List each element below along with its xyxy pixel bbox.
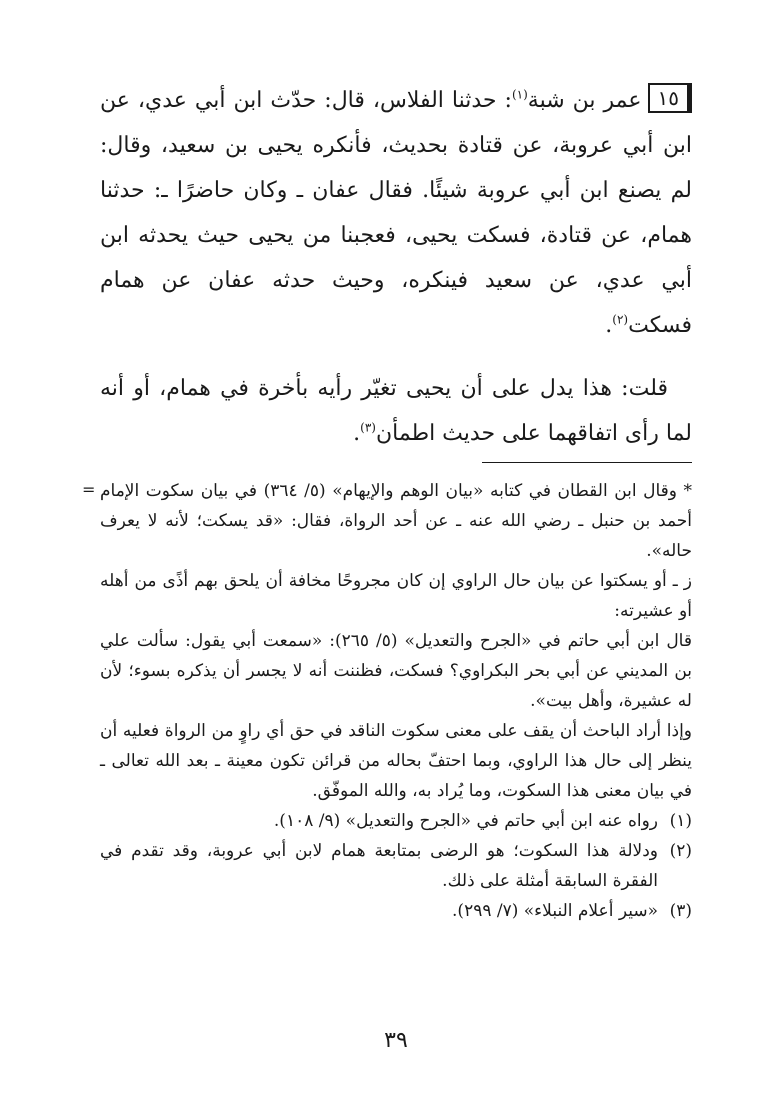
note-paragraph: قال ابن أبي حاتم في «الجرح والتعديل» (٥/ ٢٦٥): «سمعت أبي يقول: سألت علي بن المديني عن أبي بحر البكراوي؟ فسكت، فظننت أنه لا يجسر أن يذكره بسوء؛ لأن له عشيرة، وأهل بيت». [100,631,692,711]
note-paragraph: * وقال ابن القطان في كتابه «بيان الوهم والإيهام» (٥/ ٣٦٤) في بيان سكوت الإمام أحمد بن حنبل ـ رضي الله عنه ـ عن أحد الرواة، فقال: «قد يسكت؛ لأنه لا يعرف حاله». [100,481,693,561]
footnote-text: «سير أعلام النبلاء» (٧/ ٢٩٩). [452,901,658,921]
footnote-1 [100,806,692,836]
footnote-number: (٣) [669,901,692,921]
footnote-text: ودلالة هذا السكوت؛ هو الرضى بمتابعة همام لابن أبي عروبة، وقد تقدم في الفقرة السابقة أمثلة على ذلك. [100,841,658,891]
entry-paragraph-2 [100,366,692,456]
footnote-number: (١) [669,811,692,831]
page-number: ٣٩ [384,1028,408,1053]
footnote-ref-2[interactable]: (٢) [612,312,629,327]
footnote-3 [100,896,692,926]
comment-text: قلت: هذا يدل على أن يحيى تغيّر رأيه بأخرة في همام، أو أنه لما رأى اتفاقهما على حديث اطمأن [100,376,692,446]
footnote-separator [482,462,692,463]
note-paragraph: وإذا أراد الباحث أن يقف على معنى سكوت الناقد في حق أي راوٍ من الرواة فعليه أن ينظر إلى حال هذا الراوي، وبما احتفّ بحاله من قرائن تكون معينة ـ بعد الله تعالى ـ في بيان معنى هذا السكوت، وما يُراد به، والله الموفّق. [100,721,692,801]
comment-text-end: . [353,421,361,446]
entry-text-rest: : حدثنا الفلاس، قال: حدّث ابن أبي عدي، عن ابن أبي عروبة، عن قتادة بحديث، فأنكره يحيى بن سعيد، وقال: لم يصنع ابن أبي عروبة شيئًا. فقال عفان ـ وكان حاضرًا ـ: حدثنا همام، عن قتادة، فسكت يحيى، فعجبنا من يحيى حيث يحدثه ابن أبي عدي، عن سعيد فينكره، وحيث حدثه عفان عن همام فسكت [100,88,692,338]
entry-text-end: . [605,313,613,338]
footnote-2 [100,836,692,896]
footnote-ref-3[interactable]: (٣) [360,420,376,435]
main-text [100,78,692,456]
book-page [82,78,693,1078]
entry-text-start: عمر بن شبة [527,88,642,113]
entry-paragraph-1 [100,78,692,348]
footnotes-area [100,476,692,926]
footnote-text: رواه عنه ابن أبي حاتم في «الجرح والتعديل» (٩/ ١٠٨). [273,811,658,831]
entry-number-box: ١٥ [648,83,692,113]
footnote-number: (٢) [669,841,692,861]
continuation-mark: = [82,480,96,499]
note-paragraph: ز ـ أو يسكتوا عن بيان حال الراوي إن كان مجروحًا مخافة أن يلحق بهم أذًى من أهله أو عشيرته: [100,571,692,621]
footnote-ref-1[interactable]: (١) [511,87,528,102]
